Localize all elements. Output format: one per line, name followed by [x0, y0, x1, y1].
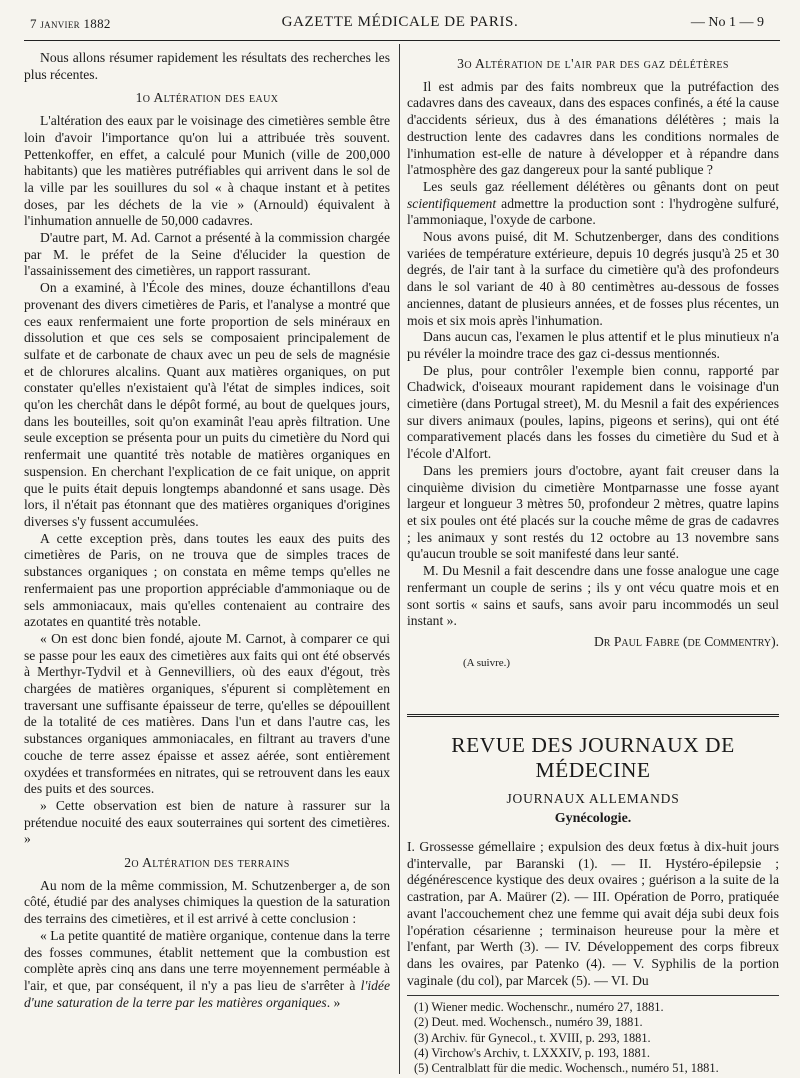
footnote: (1) Wiener medic. Wochenschr., numéro 27, 1881.: [414, 1000, 664, 1014]
paragraph: M. Du Mesnil a fait descendre dans une fosse analogue une cage renfermant un couple de serins ; ils y ont vécu quatre mois et en sont sortis « sains et saufs, sans avoir paru incommodés un seul instant ».: [407, 563, 779, 629]
paragraph: On a examiné, à l'École des mines, douze échantillons d'eau provenant des divers cimetières de Paris, et l'analyse a montré que ces eaux renfermaient une forte proportion de sels minéraux en dissolution et que ces sels se composaient principalement de sulfate et de carbonate de chaux avec un peu de sels de magnésie et de chlorures alcalins. Quant aux matières organiques, on put constater qu'elles n'existaient qu'à l'état de simples indices, soit qu'on les cherchât dans le dépôt formé, au bout de quelques jours, dans les bouteilles, soit qu'on examinât l'eau après filtration. Une seule exception se présenta pour un puits du cimetière du Nord qui renfermait une quantité très notable de matières organiques en suspension. En cherchant l'explication de ce fait unique, on apprit que le puits était depuis longtemps abandonné et sans usage. Dès lors, il n'était pas étonnant que des matières organiques d'origines diverses s'y fussent accumulées.: [24, 280, 390, 529]
paragraph: Dans aucun cas, l'examen le plus attentif et le plus minutieux n'a pu révéler la moindre trace des gaz ci-dessus mentionnés.: [407, 329, 779, 361]
paragraph: [407, 179, 779, 229]
footnote: (3) Archiv. für Gynecol., t. XVIII, p. 293, 1881.: [414, 1030, 651, 1045]
paragraph: Il est admis par des faits nombreux que la putréfaction des cadavres dans des caveaux, dans des espaces confinés, a été la cause d'accidents sérieux, dus à des émanations délétères ; mais la destruction lente des cadavres dans les conditions normales de l'inhumation est-elle de nature à développer et à répandre dans l'atmosphère des gaz dangereux pour la santé publique ?: [407, 78, 779, 178]
revue-summary: I. Grossesse gémellaire ; expulsion des deux fœtus à dix-huit jours d'intervalle, par Baranski (1). — II. Hystéro-épilepsie ; dégénérescence kystique des deux ovaires ; guérison a la suite de la castration, par A. Maürer (2). — III. Opération de Porro, pratiquée avant l'accouchement chez une femme qui avait déja subi deux fois l'opération césarienne ; terminaison heureuse pour la mère et l'enfant, par Werth (3). — IV. Développement des corps fibreux dans les ovaires, par Patenko (4). — V. Syphilis de la portion vaginale (du col), par Marcek (5). — VI. Du: [407, 839, 779, 988]
paragraph: [24, 928, 390, 1012]
footnotes: [414, 1000, 779, 1076]
revue-title: REVUE DES JOURNAUX DE MÉDECINE: [451, 733, 735, 782]
paragraph: Dans les premiers jours d'octobre, ayant fait creuser dans la cinquième division du cimetière Montparnasse une fosse ayant largeur et longueur 3 mètres 50, profondeur 2 mètres, quatre lapins et six poules ont été placés sur la couche même de gras de cadavres ; les animaux y sont restés du 12 octobre au 13 novembre sans qu'aucun trouble se soit manifesté dans leur santé.: [407, 462, 779, 562]
paragraph: Nous avons puisé, dit M. Schutzenberger, dans des conditions variées de température extérieure, depuis 10 degrés jusqu'à 25 et 30 degrés, de l'air tant à la surface du cimetière qu'à des profondeurs dans le sol variant de 40 à 80 centimètres au-dessous de fosses anciennes, datant de plusieurs années, et de fosses plus récentes, un mois et six mois après l'inhumation.: [407, 229, 779, 328]
section-heading-air: 3o Altération de l'air par des gaz délétères: [457, 56, 729, 71]
footnote-rule: [407, 995, 779, 996]
footnote: (4) Virchow's Archiv, t. LXXXIV, p. 193, 1881.: [414, 1045, 650, 1060]
paragraph: A cette exception près, dans toutes les eaux des puits des cimetières de Paris, on ne trouva que de simples traces de substances organiques ; on constata en même temps qu'elles ne renfermaient pas une proportion appréciable d'ammoniaque ou de sels ammoniacaux, mais qu'elles contenaient au contraire des azotates en quantité très notable.: [24, 530, 390, 630]
journal-title: GAZETTE MÉDICALE DE PARIS.: [281, 14, 519, 30]
issue-date: 7 janvier 1882: [30, 16, 111, 31]
right-column: [407, 50, 779, 671]
footnote: (5) Centralblatt für die medic. Wochensch., numéro 51, 1881.: [414, 1061, 719, 1076]
paragraph: Au nom de la même commission, M. Schutzenberger a, de son côté, étudié par des analyses chimiques la question de la saturation des terrains des cimetières, et il est arrivé à cette conclusion :: [24, 877, 390, 927]
paragraph: Nous allons résumer rapidement les résultats des recherches les plus récentes.: [24, 50, 390, 82]
paragraph: L'altération des eaux par le voisinage des cimetières semble être loin d'avoir l'importance qu'on lui a attribuée très souvent. Pettenkoffer, en effet, a calculé pour Munich (ville de 200,000 habitants) que les matières putréfiables qui arrivent dans le sol de la ville par les souillures du sol « à chaque instant et à petites doses, par les déchets de la vie » (Arnould) équivalent à l'inhumation annuelle de 50,000 cadavres.: [24, 113, 390, 229]
header-rule: [24, 40, 780, 41]
column-divider: [399, 44, 400, 1074]
page-number: — No 1 — 9: [690, 15, 764, 30]
italic-run: scientifiquement: [407, 195, 497, 211]
to-be-continued: (A suivre.): [463, 656, 511, 669]
section-heading-terrains: 2o Altération des terrains: [124, 855, 290, 871]
revue-section-title: Gynécologie.: [554, 811, 632, 826]
italic-run: l'idée d'une saturation de la terre par les matières organiques: [24, 977, 390, 1010]
revue-subtitle: JOURNAUX ALLEMANDS: [506, 791, 680, 806]
footnote: (2) Deut. med. Wochensch., numéro 39, 1881.: [414, 1015, 643, 1030]
paragraph: » Cette observation est bien de nature à rassurer sur la prétendue nocuité des eaux souterraines qui sortent des cimetières. »: [24, 797, 390, 847]
section-heading-eaux: 1o Altération des eaux: [135, 90, 279, 106]
text-run: « La petite quantité de matière organique, contenue dans la terre des fosses communes, établit nettement que la combustion est complète après cinq ans dans une terre moyennement perméable à l'air, et que, par conséquent, il n'y a pas lieu de s'arrêter à: [24, 927, 390, 993]
author-signature: Dr Paul Fabre (de Commentry).: [593, 633, 779, 649]
left-column: [24, 50, 390, 1011]
revue-section: [407, 714, 779, 989]
page-header: [0, 10, 800, 36]
text-run: Les seuls gaz réellement délétères ou gênants dont on peut: [423, 178, 779, 194]
text-run: admettre la production sont : l'hydrogène sulfuré, l'ammoniaque, l'oxyde de carbone.: [407, 195, 779, 228]
paragraph: D'autre part, M. Ad. Carnot a présenté à la commission chargée par M. le préfet de la Seine d'élucider la question de l'assainissement des cimetières, un rapport rassurant.: [24, 230, 390, 279]
paragraph: De plus, pour contrôler l'exemple bien connu, rapporté par Chadwick, d'oiseaux mourant rapidement dans le voisinage d'un cimetière (dans Portugal street), M. du Mesnil a fait des expériences sur divers animaux (poules, lapins, pigeons et serins), qui ont été comparativement placés dans les fosses du cimetière du Sud et à l'école d'Alfort.: [407, 362, 779, 462]
text-run: . »: [326, 994, 341, 1010]
paragraph: « On est donc bien fondé, ajoute M. Carnot, à comparer ce qui se passe pour les eaux des cimetières aux faits qui ont été observés à Merthyr-Tydvil et à Gennevilliers, où des eaux d'égout, très chargées de matières organiques, s'épurent si complètement en traversant une suffisante épaisseur de terre, qu'elles se dépouillent de la totalité de ces matières. Dans l'un et dans l'autre cas, les substances organiques ammoniacales, en filtrant au travers d'une couche de terre assez épaisse et assez aérée, sont entièrement oxydées et transformées en nitrates, qui se retrouvent dans les eaux des puits et des sources.: [24, 630, 390, 797]
